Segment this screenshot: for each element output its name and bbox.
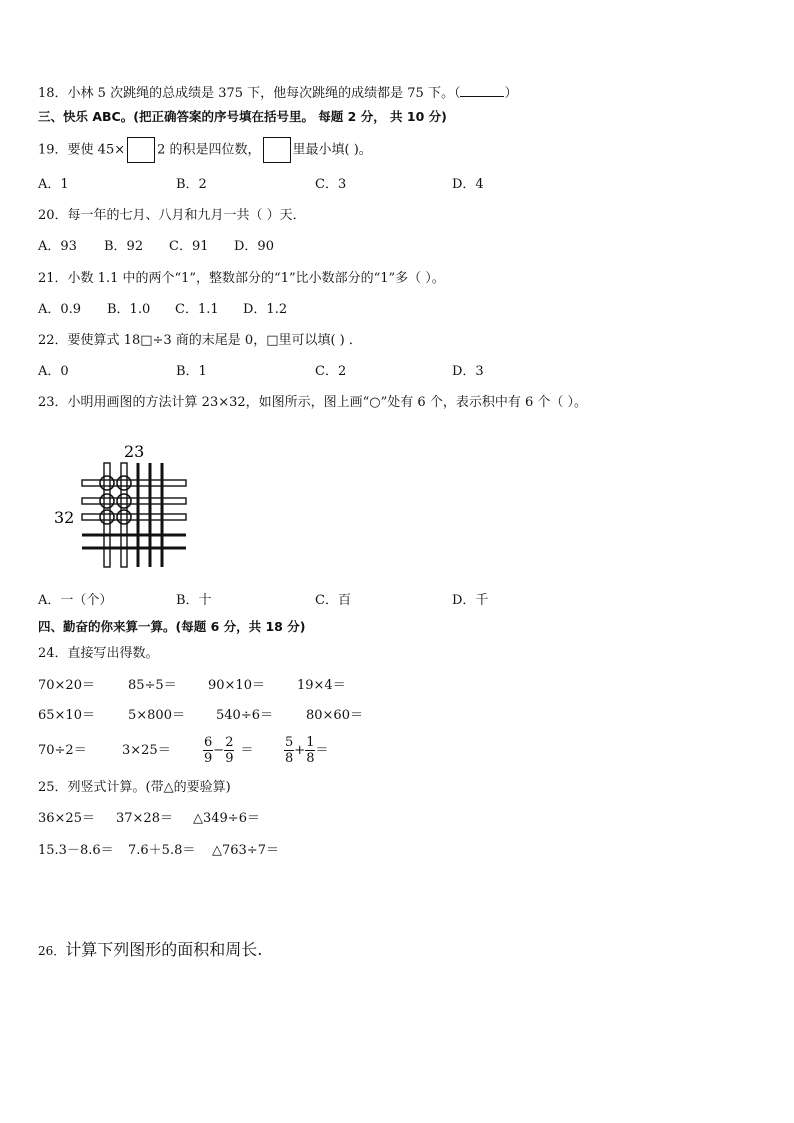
question-21: 21．小数 1.1 中的两个“1”，整数部分的“1”比小数部分的“1”多（ ）。 xyxy=(38,271,445,286)
q26-text: 计算下列图形的面积和周长. xyxy=(65,940,263,959)
operator: + xyxy=(294,743,306,758)
q22-options xyxy=(38,364,538,380)
question-20: 20．每一年的七月、八月和九月一共（ ）天． xyxy=(38,208,306,223)
q24-item: 70÷2＝ xyxy=(38,743,87,758)
section-4-title: 四、勤奋的你来算一算。(每题 6 分，共 18 分) xyxy=(38,619,306,634)
grid-lines-tens xyxy=(82,463,186,567)
equals: ＝ xyxy=(240,743,254,758)
q24-item: 65×10＝ xyxy=(38,708,95,723)
q23-option-b[interactable]: B．十 xyxy=(176,593,212,608)
q25-item: △349÷6＝ xyxy=(193,811,260,826)
blank-box[interactable] xyxy=(127,137,155,163)
q24-item: 540÷6＝ xyxy=(216,708,273,723)
q19-part1: 19．要使 45× xyxy=(38,142,126,158)
q19-option-b[interactable]: B．2 xyxy=(176,177,207,192)
grid-lines-ones xyxy=(82,463,186,567)
fraction xyxy=(224,735,234,766)
numerator: 2 xyxy=(225,735,234,750)
q21-options xyxy=(38,302,338,318)
question-26 xyxy=(38,940,262,961)
q25-item: 36×25＝ xyxy=(38,811,95,826)
numerator: 6 xyxy=(204,735,213,750)
fraction xyxy=(305,735,315,766)
q19-part3: 里最小填( )。 xyxy=(292,142,372,158)
q22-option-c[interactable]: C．2 xyxy=(315,364,347,379)
q20-option-b[interactable]: B．92 xyxy=(104,239,144,254)
numerator: 1 xyxy=(306,735,315,750)
q25-item: 7.6＋5.8＝ xyxy=(128,843,196,858)
q21-option-d[interactable]: D．1.2 xyxy=(243,302,288,317)
q24-item: 3×25＝ xyxy=(122,743,171,758)
numerator: 5 xyxy=(285,735,294,750)
q18-close: ） xyxy=(504,86,518,101)
q22-option-d[interactable]: D．3 xyxy=(452,364,484,379)
q24-item: 85÷5＝ xyxy=(128,678,177,693)
q23-option-d[interactable]: D．千 xyxy=(452,593,489,608)
q19-part2: 2 的积是四位数， xyxy=(157,142,261,158)
question-22: 22．要使算式 18□÷3 商的末尾是 0，□里可以填( ) ． xyxy=(38,333,362,348)
q20-option-a[interactable]: A．93 xyxy=(38,239,77,254)
figure-left-label: 32 xyxy=(54,508,75,527)
q24-fraction-addition xyxy=(284,732,328,770)
fraction xyxy=(284,735,294,766)
question-24-title: 24．直接写出得数。 xyxy=(38,646,159,661)
q24-item: 70×20＝ xyxy=(38,678,95,693)
denominator: 8 xyxy=(306,751,315,766)
q18-text: 18．小林 5 次跳绳的总成绩是 375 下，他每次跳绳的成绩都是 75 下。（ xyxy=(38,86,461,101)
q23-option-c[interactable]: C．百 xyxy=(315,593,351,608)
q19-option-c[interactable]: C．3 xyxy=(315,177,347,192)
q21-option-b[interactable]: B．1.0 xyxy=(107,302,151,317)
q20-options xyxy=(38,239,338,255)
q25-item: △763÷7＝ xyxy=(212,843,279,858)
q24-item: 5×800＝ xyxy=(128,708,185,723)
q19-options xyxy=(38,177,538,193)
q24-item: 19×4＝ xyxy=(297,678,346,693)
question-18 xyxy=(38,84,517,102)
figure-top-label: 23 xyxy=(124,442,145,461)
q24-item: 80×60＝ xyxy=(306,708,363,723)
answer-blank[interactable] xyxy=(460,84,504,97)
denominator: 8 xyxy=(285,751,294,766)
question-23: 23．小明用画图的方法计算 23×32，如图所示，图上画“○”处有 6 个，表示积中有 6 个（ ）。 xyxy=(38,395,587,410)
q23-option-a[interactable]: A．一（个） xyxy=(38,593,113,608)
q20-option-d[interactable]: D．90 xyxy=(234,239,274,254)
q25-item: 15.3－8.6＝ xyxy=(38,843,114,858)
q20-option-c[interactable]: C．91 xyxy=(169,239,209,254)
multiplication-grid-figure xyxy=(50,438,195,570)
operator: − xyxy=(213,743,225,758)
section-3-title: 三、快乐 ABC。(把正确答案的序号填在括号里。 每题 2 分， 共 10 分) xyxy=(38,109,447,124)
q19-option-a[interactable]: A．1 xyxy=(38,177,69,192)
q23-options xyxy=(38,593,538,609)
fraction xyxy=(203,735,213,766)
q24-fraction-subtraction xyxy=(203,732,253,770)
question-19 xyxy=(38,137,372,164)
equals: ＝ xyxy=(315,743,329,758)
q22-option-b[interactable]: B．1 xyxy=(176,364,207,379)
denominator: 9 xyxy=(204,751,213,766)
q21-option-c[interactable]: C．1.1 xyxy=(175,302,219,317)
q25-item: 37×28＝ xyxy=(116,811,173,826)
denominator: 9 xyxy=(225,751,234,766)
q21-option-a[interactable]: A．0.9 xyxy=(38,302,82,317)
q22-option-a[interactable]: A．0 xyxy=(38,364,69,379)
q26-number: 26． xyxy=(38,944,66,958)
question-25-title: 25．列竖式计算。(带△的要验算) xyxy=(38,780,231,795)
q19-option-d[interactable]: D．4 xyxy=(452,177,484,192)
q24-item: 90×10＝ xyxy=(208,678,265,693)
blank-box[interactable] xyxy=(263,137,291,163)
